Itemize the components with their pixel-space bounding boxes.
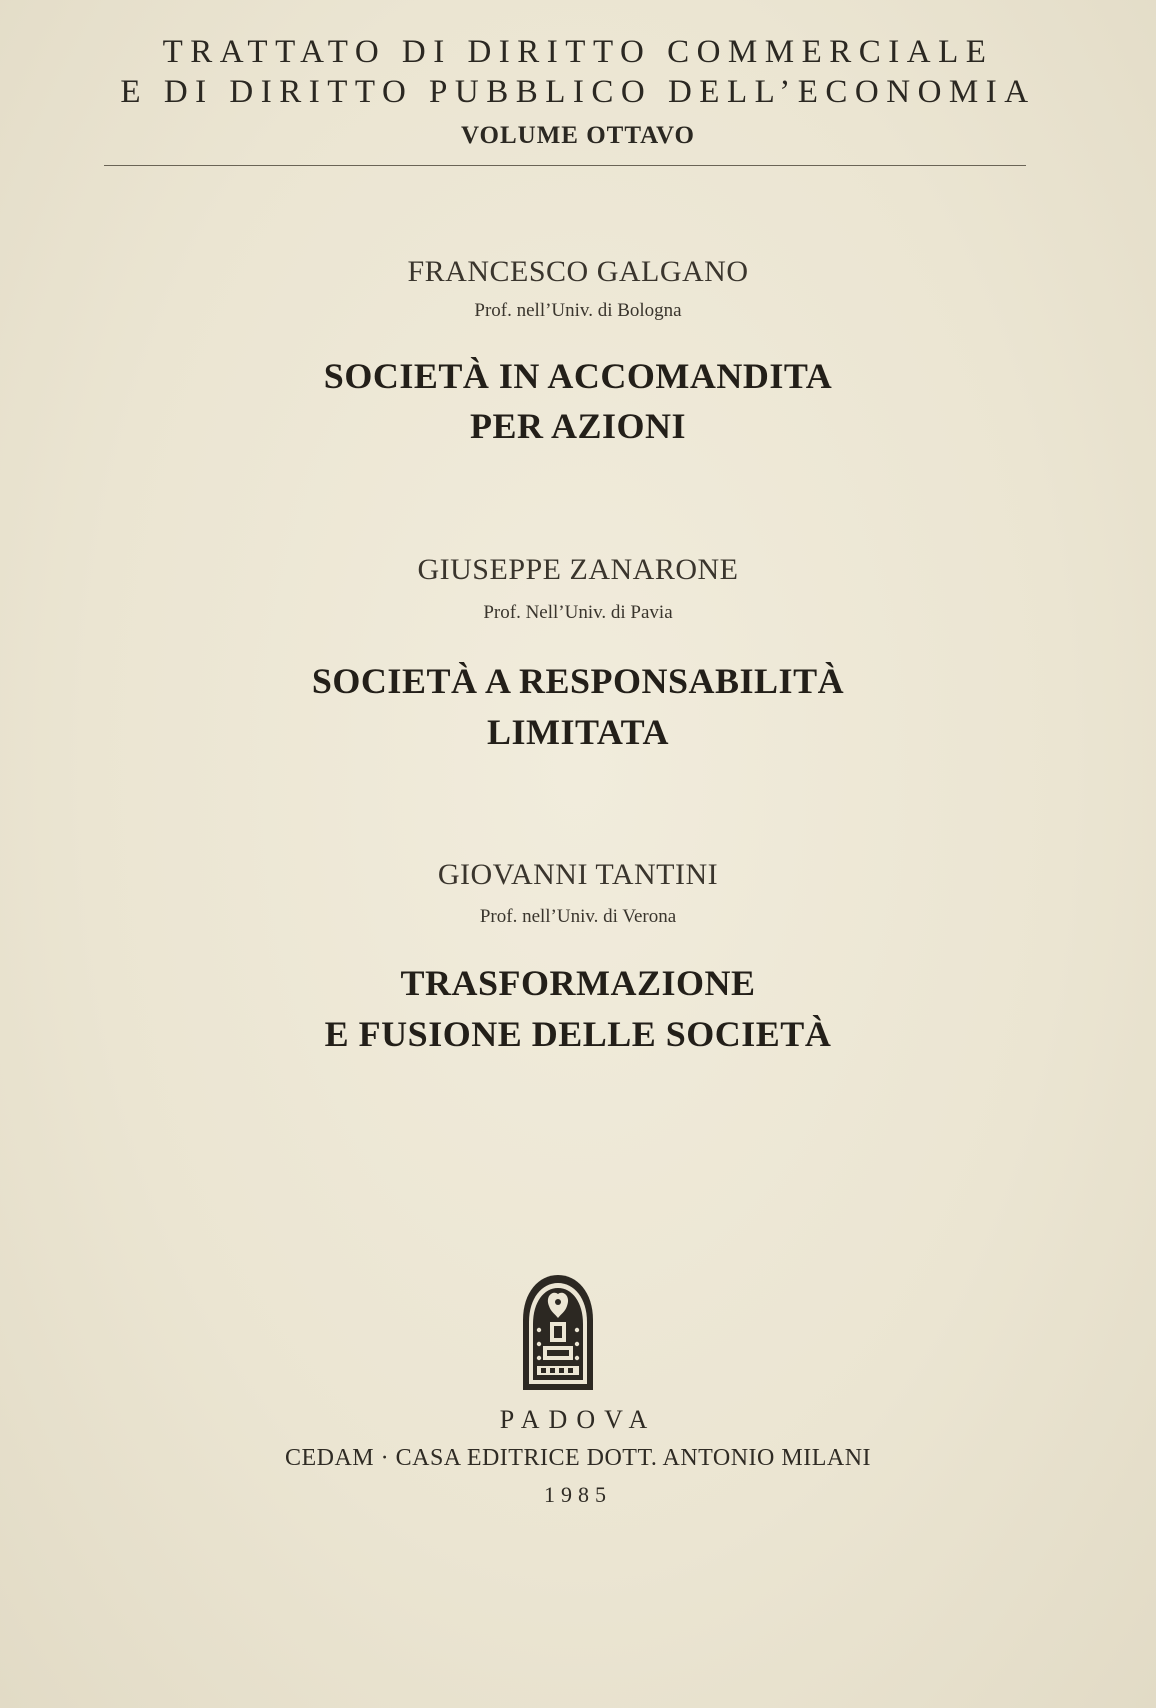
author-galgano: FRANCESCO GALGANO (407, 255, 749, 288)
volume-label: VOLUME OTTAVO (460, 122, 696, 149)
title-zanarone-line-2: LIMITATA (486, 712, 669, 752)
title-galgano-line-2: PER AZIONI (469, 406, 687, 446)
affiliation-zanarone: Prof. Nell’Univ. di Pavia (483, 602, 673, 623)
author-tantini: GIOVANNI TANTINI (437, 858, 719, 891)
affiliation-tantini: Prof. nell’Univ. di Verona (479, 906, 677, 927)
title-tantini-line-1: TRASFORMAZIONE (400, 963, 756, 1003)
title-zanarone-line-1: SOCIETÀ A RESPONSABILITÀ (311, 661, 845, 701)
affiliation-galgano: Prof. nell’Univ. di Bologna (474, 300, 682, 321)
header-rule (104, 165, 1026, 166)
series-title-line-1: TRATTATO DI DIRITTO COMMERCIALE (162, 34, 994, 70)
imprint-city: PADOVA (499, 1405, 657, 1434)
title-galgano-line-1: SOCIETÀ IN ACCOMANDITA (323, 356, 833, 396)
publisher-seal-icon (519, 1272, 597, 1392)
imprint-publisher: CEDAM · CASA EDITRICE DOTT. ANTONIO MILANI (284, 1445, 872, 1471)
imprint-year: 1985 (544, 1482, 612, 1507)
series-title-line-2: E DI DIRITTO PUBBLICO DELL’ECONOMIA (120, 74, 1036, 110)
author-zanarone: GIUSEPPE ZANARONE (417, 553, 739, 586)
title-tantini-line-2: E FUSIONE DELLE SOCIETÀ (324, 1014, 832, 1054)
